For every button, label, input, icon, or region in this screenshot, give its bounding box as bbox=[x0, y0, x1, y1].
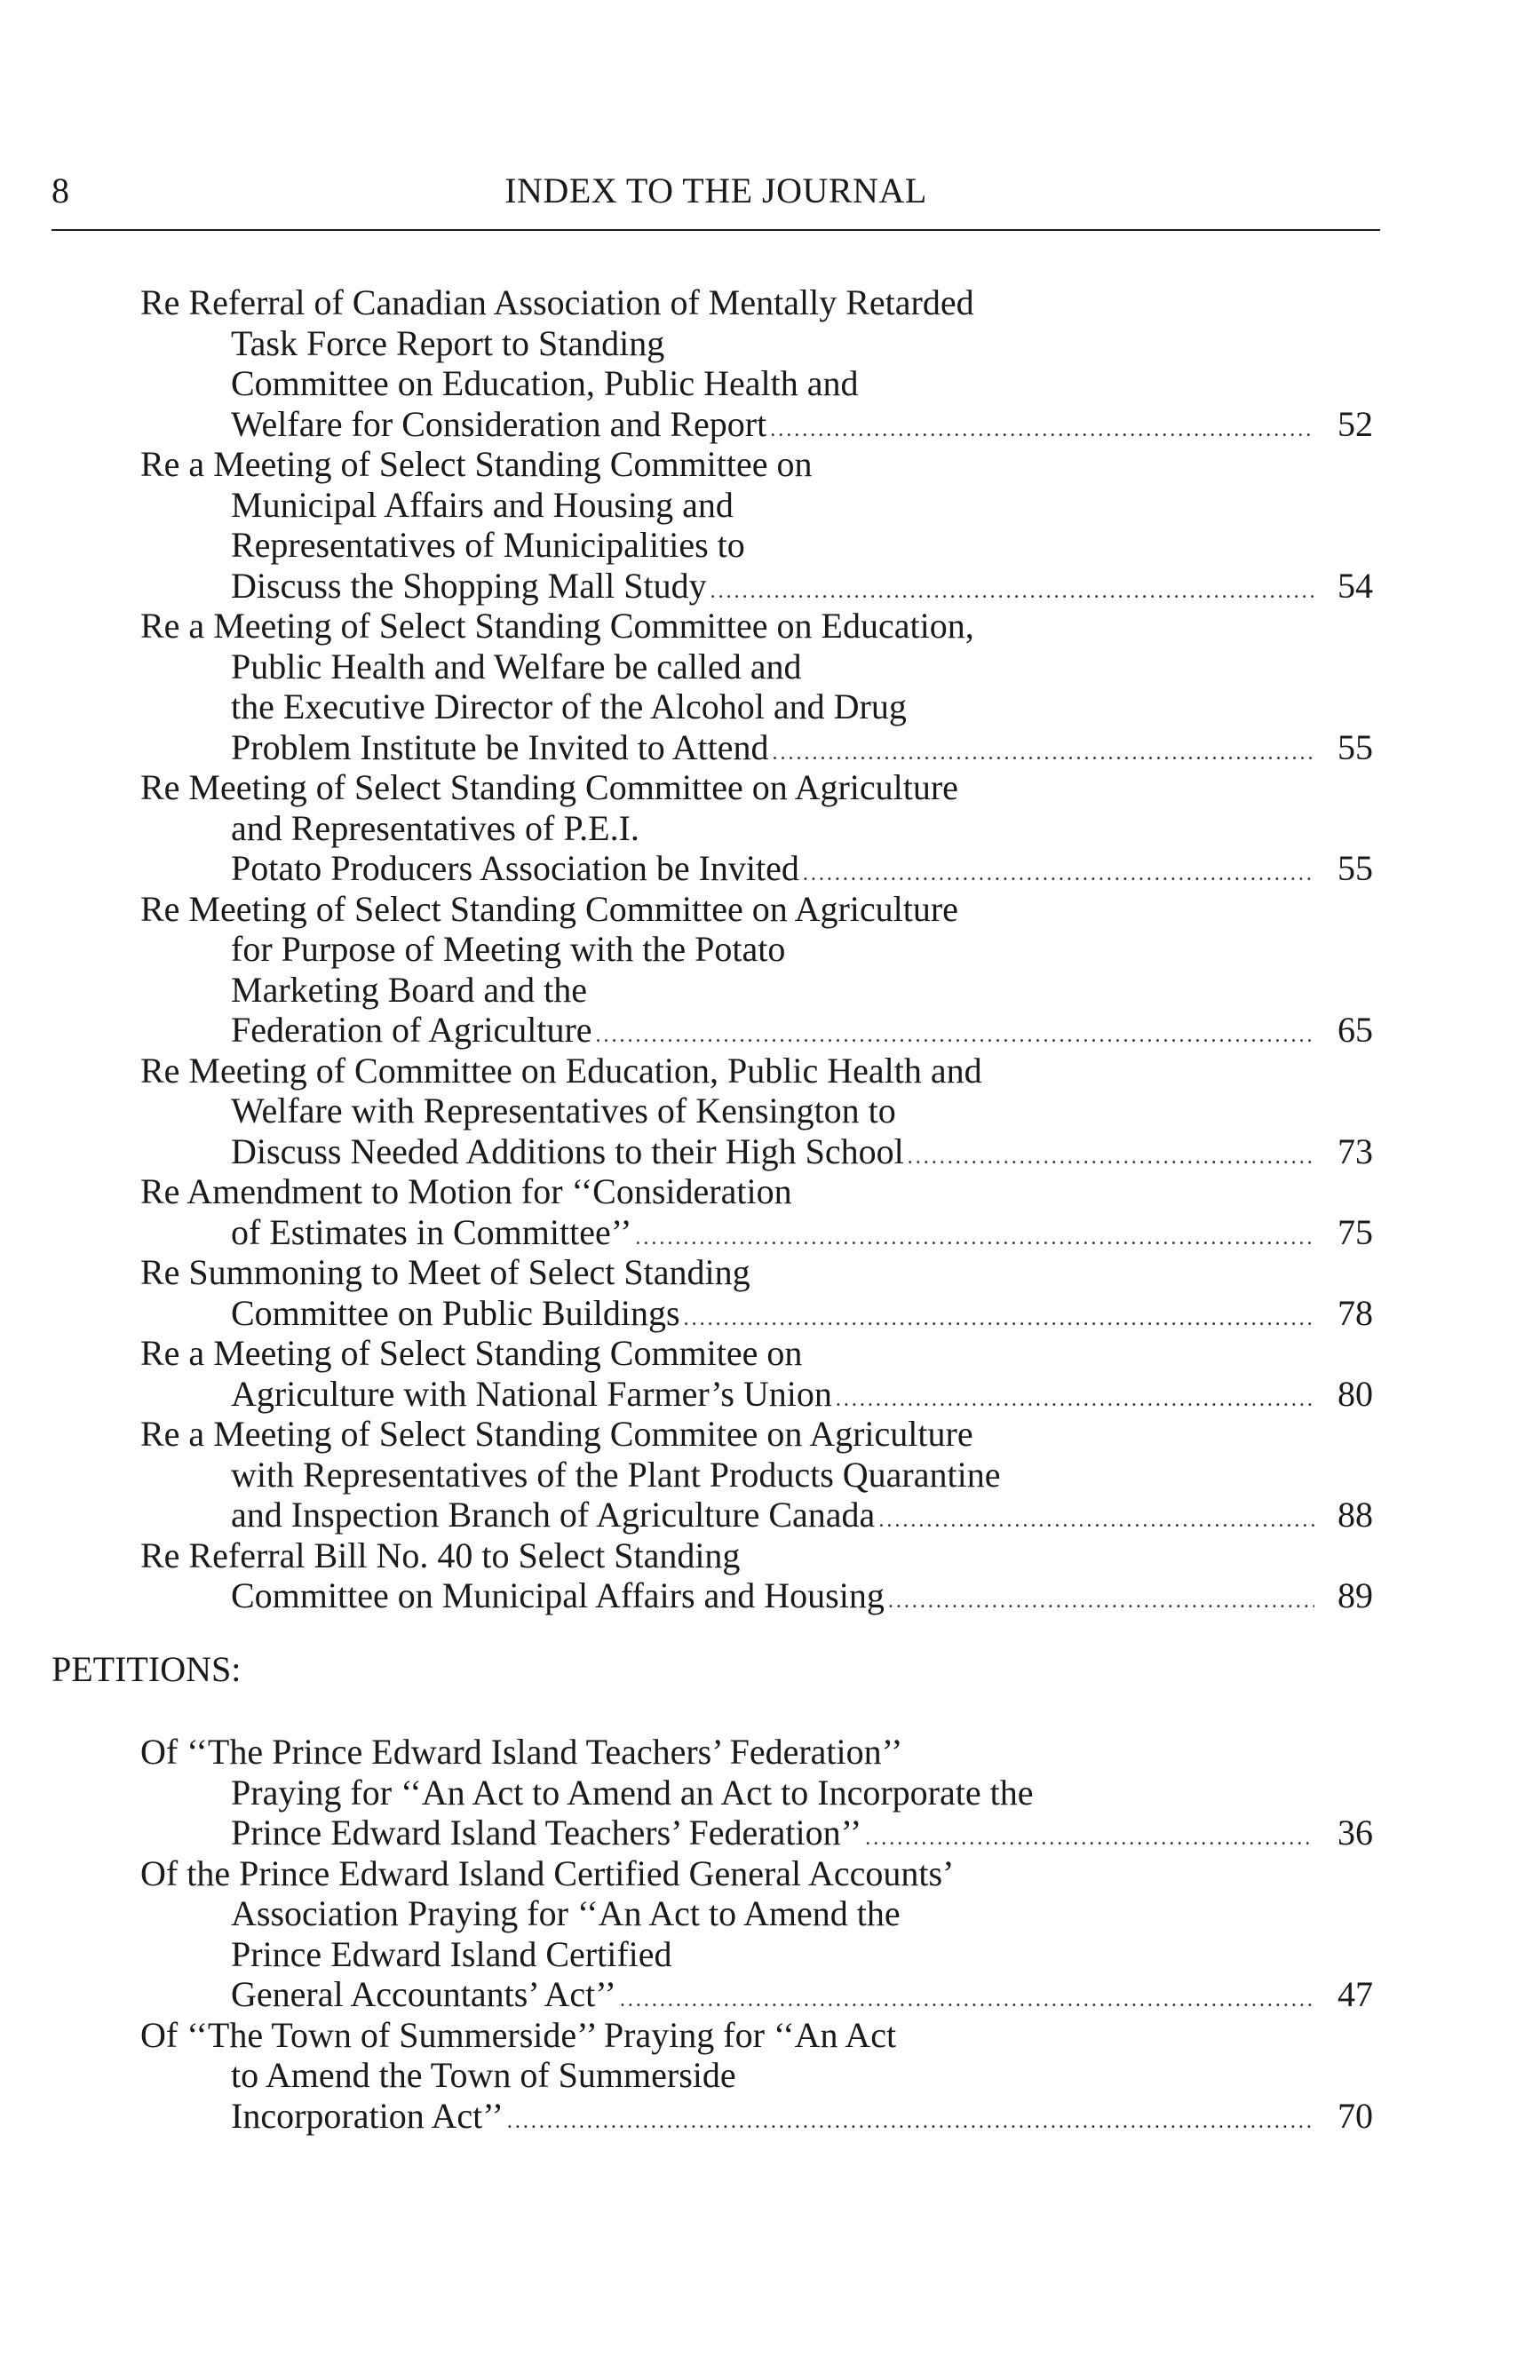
index-entry bbox=[140, 1333, 1373, 1414]
entry-line: Re a Meeting of Select Standing Committee on bbox=[140, 444, 813, 484]
page-reference: 55 bbox=[1338, 848, 1373, 888]
page-reference: 75 bbox=[1338, 1211, 1373, 1252]
entry-line: Discuss the Shopping Mall Study bbox=[231, 565, 707, 606]
entry-line: Federation of Agriculture bbox=[231, 1010, 592, 1050]
dot-leader bbox=[507, 2102, 1314, 2143]
entry-line: of Estimates in Committee’’ bbox=[231, 1211, 632, 1252]
motions-section bbox=[0, 282, 1540, 1616]
index-entry bbox=[140, 1171, 1373, 1252]
index-entry bbox=[140, 767, 1373, 889]
entry-final-line bbox=[140, 727, 1373, 768]
entry-line: Of ‘‘The Prince Edward Island Teachers’ Federation’’ bbox=[140, 1732, 903, 1772]
entry-line: Public Health and Welfare be called and bbox=[231, 646, 802, 686]
entry-line: Re Meeting of Committee on Education, Public Health and bbox=[140, 1050, 982, 1091]
entry-line: Representatives of Municipalities to bbox=[231, 525, 745, 565]
index-entry bbox=[140, 1051, 1373, 1172]
entry-final-line bbox=[140, 1495, 1373, 1535]
entry-line: Re a Meeting of Select Standing Committee on Education, bbox=[140, 606, 974, 646]
entry-line: Municipal Affairs and Housing and bbox=[231, 484, 734, 525]
entry-line: Committee on Education, Public Health and bbox=[231, 363, 859, 403]
index-entry bbox=[140, 282, 1373, 444]
index-entry bbox=[140, 606, 1373, 767]
entry-line: Of the Prince Edward Island Certified General Accounts’ bbox=[140, 1852, 955, 1893]
page-number: 8 bbox=[52, 171, 69, 210]
entry-line: the Executive Director of the Alcohol and Drug bbox=[231, 686, 907, 726]
entry-line: to Amend the Town of Summerside bbox=[231, 2055, 736, 2095]
entry-line: Re a Meeting of Select Standing Commitee on Agriculture bbox=[140, 1414, 973, 1454]
entry-line: Re Referral of Canadian Association of Mentally Retarded bbox=[140, 282, 974, 322]
entry-line: Re Referral Bill No. 40 to Select Standing bbox=[140, 1535, 741, 1575]
running-title: INDEX TO THE JOURNAL bbox=[504, 171, 927, 210]
entry-line: Marketing Board and the bbox=[231, 969, 587, 1010]
entry-line: with Representatives of the Plant Products Quarantine bbox=[231, 1454, 1001, 1495]
entry-line: Agriculture with National Farmer’s Union bbox=[231, 1373, 832, 1414]
entry-final-line bbox=[140, 566, 1373, 607]
entry-line: Re Amendment to Motion for ‘‘Consideration bbox=[140, 1171, 792, 1211]
page-reference: 36 bbox=[1338, 1813, 1373, 1852]
entry-line: Re Meeting of Select Standing Committee on Agriculture bbox=[140, 767, 958, 807]
entry-line: and Inspection Branch of Agriculture Canada bbox=[231, 1495, 876, 1535]
entry-final-line bbox=[140, 1010, 1373, 1051]
index-entry bbox=[140, 1535, 1373, 1616]
entry-final-line bbox=[140, 1212, 1373, 1253]
page-reference: 78 bbox=[1338, 1292, 1373, 1333]
page-reference: 65 bbox=[1338, 1010, 1373, 1050]
entry-line: and Representatives of P.E.I. bbox=[231, 807, 639, 848]
entry-final-line bbox=[140, 1293, 1373, 1334]
page-reference: 47 bbox=[1338, 1974, 1373, 2014]
page-reference: 54 bbox=[1338, 565, 1373, 606]
entry-final-line bbox=[140, 1131, 1373, 1172]
entry-line: Re Meeting of Select Standing Committee on Agriculture bbox=[140, 888, 958, 929]
entry-line: Committee on Municipal Affairs and Housing bbox=[231, 1575, 885, 1615]
entry-final-line bbox=[140, 1374, 1373, 1415]
entry-line: Of ‘‘The Town of Summerside’’ Praying for ‘‘An Act bbox=[140, 2014, 897, 2055]
index-entry bbox=[140, 2015, 1373, 2137]
entry-line: Re Summoning to Meet of Select Standing bbox=[140, 1252, 750, 1292]
index-entry bbox=[140, 444, 1373, 606]
entry-line: Praying for ‘‘An Act to Amend an Act to Incorporate the bbox=[231, 1772, 1034, 1813]
entry-final-line bbox=[140, 2096, 1373, 2137]
entry-line: Association Praying for ‘‘An Act to Amend the bbox=[231, 1893, 901, 1933]
entry-line: Prince Edward Island Teachers’ Federation’’ bbox=[231, 1813, 862, 1852]
page-header bbox=[52, 169, 1380, 213]
entry-final-line bbox=[140, 1813, 1373, 1853]
page-reference: 70 bbox=[1338, 2095, 1373, 2136]
entry-line: for Purpose of Meeting with the Potato bbox=[231, 929, 786, 969]
entry-line: General Accountants’ Act’’ bbox=[231, 1974, 616, 2014]
page-reference: 52 bbox=[1338, 403, 1373, 444]
index-entry bbox=[140, 1732, 1373, 1853]
entry-line: Task Force Report to Standing bbox=[231, 322, 665, 363]
entry-line: Re a Meeting of Select Standing Commitee on bbox=[140, 1333, 803, 1373]
entry-final-line bbox=[140, 404, 1373, 445]
entry-line: Prince Edward Island Certified bbox=[231, 1933, 672, 1974]
index-entry bbox=[140, 1853, 1373, 2015]
page-reference: 73 bbox=[1338, 1130, 1373, 1171]
header-rule bbox=[52, 229, 1380, 231]
entry-line: Welfare with Representatives of Kensington to bbox=[231, 1091, 896, 1130]
petitions-section bbox=[0, 1732, 1540, 2136]
page-reference: 89 bbox=[1338, 1575, 1373, 1615]
entry-line: Discuss Needed Additions to their High School bbox=[231, 1130, 904, 1171]
dot-leader bbox=[888, 1582, 1314, 1622]
entry-final-line bbox=[140, 848, 1373, 889]
index-entry bbox=[140, 1252, 1373, 1333]
entry-line: Problem Institute be Invited to Attend bbox=[231, 726, 769, 767]
entry-line: Welfare for Consideration and Report bbox=[231, 403, 767, 444]
entry-line: Incorporation Act’’ bbox=[231, 2095, 504, 2136]
index-entry bbox=[140, 1414, 1373, 1535]
entry-line: Potato Producers Association be Invited bbox=[231, 848, 799, 888]
index-entry bbox=[140, 889, 1373, 1051]
entry-final-line bbox=[140, 1575, 1373, 1616]
petitions-heading: PETITIONS: bbox=[52, 1649, 242, 1689]
entry-final-line bbox=[140, 1974, 1373, 2015]
page-reference: 80 bbox=[1338, 1373, 1373, 1414]
entry-line: Committee on Public Buildings bbox=[231, 1292, 680, 1333]
page-reference: 88 bbox=[1338, 1495, 1373, 1535]
page-reference: 55 bbox=[1338, 726, 1373, 767]
